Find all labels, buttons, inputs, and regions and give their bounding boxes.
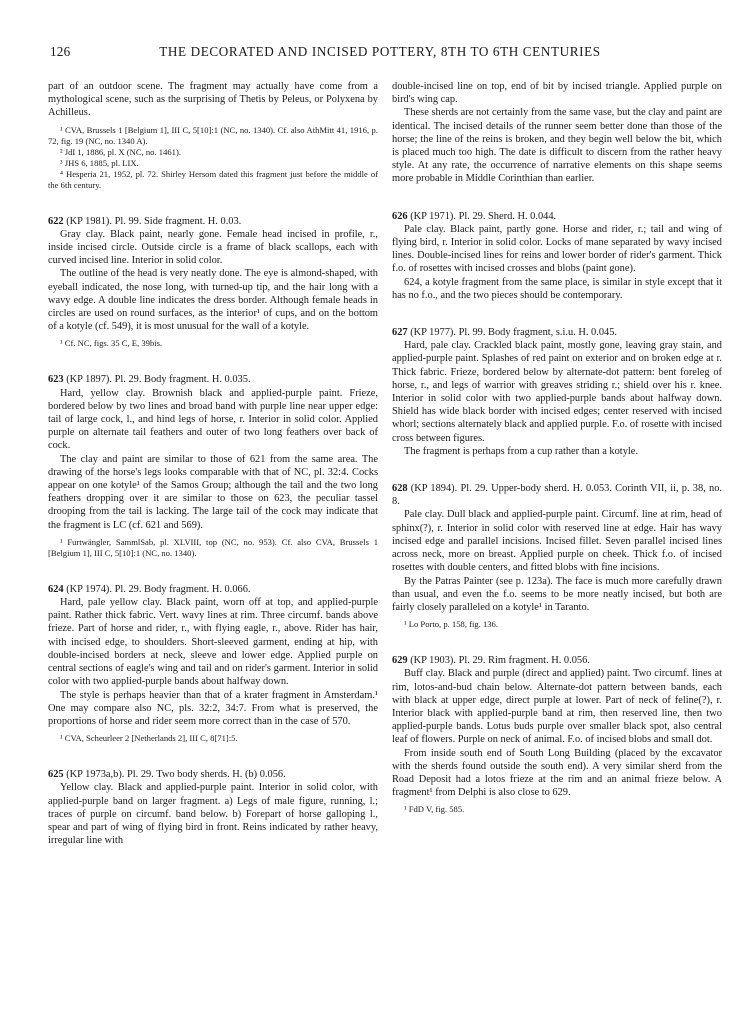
catalogue-number: 626: [392, 210, 408, 222]
body-paragraph: Hard, pale clay. Crackled black paint, mostly gone, leaving gray stain, and applied-purple paint. Splashes of red paint on exterior and on broken edge at r. Thick fabric. Frieze, bordered below by alternate-dot pattern: bent foreleg of horse, r., and legs of warrior with greaves striding r.; shield over his r. knee. Interior in solid color with two applied-purple bands about halfway down. Shield has wide black border with incised edges; center reserved with incised whorl; sections alternately black and applied purple. F.o. of rosette with incised cross between figures.: [392, 340, 722, 444]
body-paragraph: Gray clay. Black paint, nearly gone. Female head incised in profile, r., inside incised circle. Outside circle is a frame of black scallops, each with curved incised line. Interior in solid color.: [48, 228, 378, 267]
body-paragraph: double-incised line on top, end of bit by incised triangle. Applied purple on bird's wing cap.: [392, 81, 722, 106]
catalogue-number: 629: [392, 655, 408, 667]
footnote: ¹ FdD V, fig. 585.: [404, 804, 465, 815]
body-paragraph: Pale clay. Dull black and applied-purple paint. Circumf. line at rim, head of sphinx(?), r. Interior in solid color with reserved line at edge. Hair has wavy incised edge and parallel incisions. Incised fillet. Seven parallel incised lines across neck, more on breast. Applied purple on cheek. Thick f.o. of incised rosettes with double centers, and fitted blobs with fine incisions.: [392, 509, 722, 574]
body-paragraph: These sherds are not certainly from the same vase, but the clay and paint are identical. The incised details of the runner seem better done than those of the horse; the line of the reins is broken, and they begin well below the bit, which is placed much too high. The date is difficult to discern from the rather heavy style. At any rate, the occurrence of narrative elements on this shape seems more probable in Middle Corinthian than earlier.: [392, 107, 722, 185]
running-title: THE DECORATED AND INCISED POTTERY, 8TH TO 6TH CENTURIES: [159, 44, 601, 59]
body-paragraph: part of an outdoor scene. The fragment may actually have come from a mythological scene, such as the surprising of Thetis by Peleus, or Polyxena by Achilleus.: [48, 81, 378, 119]
footnote: ¹ CVA, Scheurleer 2 [Netherlands 2], III C, 8[71]:5.: [60, 733, 238, 744]
footnote: ¹ Furtwängler, SammlSab, pl. XLVIII, top (NC, no. 953). Cf. also CVA, Brussels 1 [Belgium 1], III C, 5[10]:1 (NC, no. 1340).: [48, 536, 378, 558]
left-column: [48, 80, 378, 1010]
body-paragraph: 624, a kotyle fragment from the same place, is similar in style except that it has no f.o., and the two pieces should be contemporary.: [392, 276, 722, 301]
catalogue-number: 625: [48, 769, 64, 781]
body-paragraph: From inside south end of South Long Building (placed by the excavator with the sherds found outside the south end). A very similar sherd from the Road Deposit had a lotos frieze at the rim and an animal frieze below. A fragment¹ from Delphi is also close to 629.: [392, 747, 722, 799]
catalogue-number: 627: [392, 327, 408, 339]
body-paragraph: The clay and paint are similar to those of 621 from the same area. The drawing of the horse's legs looks comparable with that of NC, pl. 32:4. Cocks appear on one kotyle¹ of the Samos Group; although the tail and the two long feathers dropping over it are similar to those on 623, the peculiar tassel drooping from the tail is lacking. The large tail of the cock may indicate that the fragment is LC (cf. 621 and 569).: [48, 453, 378, 531]
body-paragraph: Hard, yellow clay. Brownish black and applied-purple paint. Frieze, bordered below by two lines and broad band with purple line near upper edge: tail of large cock, l., and hind legs of horse, r. Interior in solid color. Applied purple on alternate tail feathers and outer of two long feathers over back of cock.: [48, 387, 378, 452]
entry-heading-628: 628 (KP 1894). Pl. 29. Upper-body sherd. H. 0.053. Corinth VII, ii, p. 38, no. 8.: [392, 483, 722, 508]
entry-heading-623: 623 (KP 1897). Pl. 29. Body fragment. H. 0.035.: [48, 374, 251, 386]
running-header: [50, 44, 710, 62]
body-paragraph: Buff clay. Black and purple (direct and applied) paint. Two circumf. lines at rim, lotos-and-bud chain below. Alternate-dot pattern between bands, each with black at upper edge, direct purple at lower. Part of neck of feline(?), r. Interior black with applied-purple band at rim, then reserved line, then two applied-purple bands. Lotus buds purple over smaller black spot, also central leaf of flowers. Purple on neck of animal. F.o. of incised blobs and small dot.: [392, 668, 722, 746]
footnote: ¹ Cf. NC, figs. 35 C, E, 39bis.: [60, 338, 163, 349]
footnote: ¹ Lo Porto, p. 158, fig. 136.: [404, 619, 499, 630]
body-paragraph: Yellow clay. Black and applied-purple paint. Interior in solid color, with applied-purple band on larger fragment. a) Legs of male figure, running, l.; traces of purple on circumf. band below. b) Forepart of horse galloping l., spear and part of wing of flying bird in front. Reins indicated by rather heavy, irregular line with: [48, 782, 378, 847]
entry-heading-622: 622 (KP 1981). Pl. 99. Side fragment. H. 0.03.: [48, 215, 242, 227]
catalogue-number: 622: [48, 215, 64, 227]
entry-heading-629: 629 (KP 1903). Pl. 29. Rim fragment. H. 0.056.: [392, 655, 590, 667]
entry-heading-624: 624 (KP 1974). Pl. 29. Body fragment. H. 0.066.: [48, 583, 251, 595]
footnote: ³ JHS 6, 1885, pl. LIX.: [60, 157, 139, 168]
entry-heading-626: 626 (KP 1971). Pl. 29. Sherd. H. 0.044.: [392, 210, 557, 222]
body-paragraph: The style is perhaps heavier than that of a krater fragment in Amsterdam.¹ One may compare also NC, pls. 32:2, 34:7. From what is preserved, the proportions of horse and rider seem more correct than in the case of 570.: [48, 689, 378, 727]
footnote: ² JdI 1, 1886, pl. X (NC, no. 1461).: [60, 146, 181, 157]
footnote: ⁴ Hesperia 21, 1952, pl. 72. Shirley Hersom dated this fragment just before the middle of the 6th century.: [48, 168, 378, 190]
catalogue-number: 623: [48, 374, 64, 386]
catalogue-number: 624: [48, 583, 64, 595]
body-paragraph: The outline of the head is very neatly done. The eye is almond-shaped, with eyeball indicated, the nose long, with turned-up tip, and the hair long with a wavy edge. A double line indicates the dress border. Although female heads in circles are used on round surfaces, as the interior¹ of cups, and on the bottom of a kotyle (cf. 549), it is most unusual for the wall of a kotyle.: [48, 268, 378, 333]
catalogue-number: 628: [392, 483, 408, 495]
footnote: ¹ CVA, Brussels 1 [Belgium 1], III C, 5[10]:1 (NC, no. 1340). Cf. also AthMitt 41, 1916, p. 72, fig. 19 (NC, no. 1340 A).: [48, 124, 378, 146]
body-paragraph: Hard, pale yellow clay. Black paint, worn off at top, and applied-purple paint. Rather thick fabric. Vert. wavy lines at rim. Three circumf. bands above frieze. Part of horse and rider, r., with flying eagle, r., above. Rider has hair, with incised edge, to shoulders. Short-sleeved garment, ending at hip, with double-incised borders at neck, sleeve and lower edge. Applied purple on central sections of eagle's wing and tail and on rider's garment. Interior in solid color with two applied-purple bands about halfway down.: [48, 597, 378, 688]
body-paragraph: Pale clay. Black paint, partly gone. Horse and rider, r.; tail and wing of flying bird, r. Interior in solid color. Locks of mane separated by wavy incised lines. Double-incised lines for reins and lower border of rider's garment. Thick f.o. of rosettes with incised crosses and blobs (paint gone).: [392, 223, 722, 275]
entry-heading-625: 625 (KP 1973a,b). Pl. 29. Two body sherds. H. (b) 0.056.: [48, 769, 286, 781]
entry-heading-627: 627 (KP 1977). Pl. 99. Body fragment, s.i.u. H. 0.045.: [392, 327, 618, 339]
right-column: [392, 80, 722, 1010]
page-number: 126: [50, 44, 71, 59]
body-paragraph: By the Patras Painter (see p. 123a). The face is much more carefully drawn than usual, and even the f.o. seems to be more neatly incised, but both are fairly closely paralleled on a kotyle¹ in Taranto.: [392, 575, 722, 613]
body-paragraph: The fragment is perhaps from a cup rather than a kotyle.: [404, 445, 638, 457]
